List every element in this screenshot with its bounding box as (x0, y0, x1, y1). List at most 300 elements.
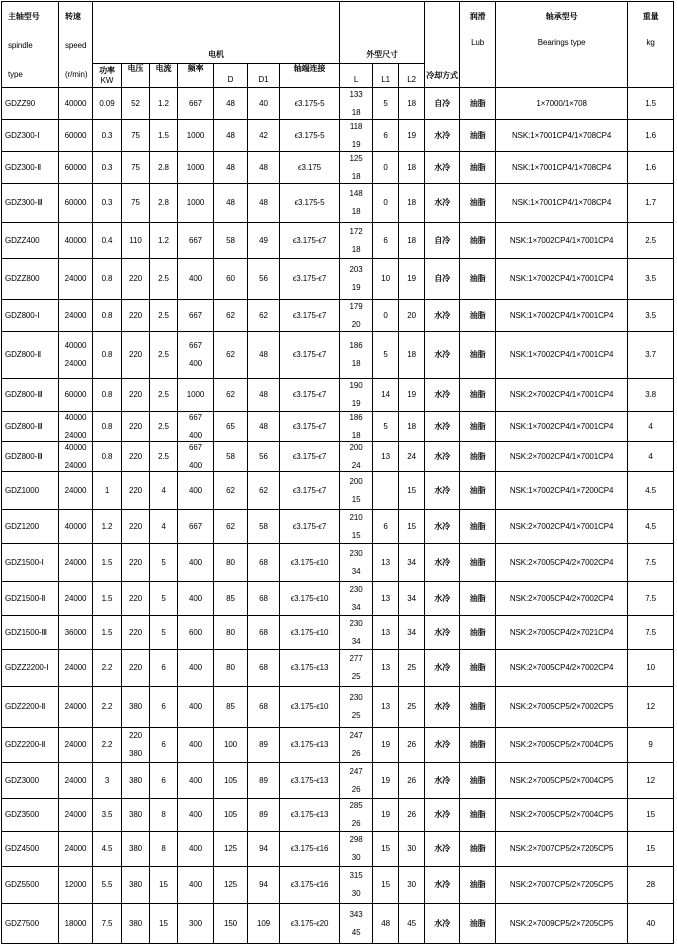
cell-cool: 水冷 (425, 832, 460, 867)
cell-bearing: NSK:1×7002CP4/1×7001CP4 (496, 223, 628, 259)
cell-model: GDZZ400 (2, 223, 59, 259)
cell-weight: 12 (628, 763, 674, 799)
table-row (2, 867, 674, 904)
cell-l-primary: 315 (349, 871, 363, 880)
cell-model: GDZ2200-Ⅱ (2, 687, 59, 728)
cell-weight: 28 (628, 867, 674, 904)
table-row (2, 88, 674, 120)
cell-l-secondary: 15 (351, 494, 361, 504)
cell-lub: 油脂 (460, 904, 496, 944)
cell-d: 125 (214, 832, 248, 867)
cell-speed: 24000 (59, 472, 93, 510)
header-bearings-en: Bearings type (537, 37, 586, 47)
cell-voltage: 220 (122, 332, 150, 379)
cell-l (340, 832, 373, 867)
cell-l2: 26 (399, 728, 425, 763)
cell-model: GDZ1000 (2, 472, 59, 510)
header-weight-en: kg (646, 37, 655, 47)
cell-collet: ϵ3.175-ϵ7 (280, 510, 340, 544)
cell-l2: 15 (399, 472, 425, 510)
cell-d: 58 (214, 223, 248, 259)
cell-d1: 109 (248, 904, 280, 944)
table-row (2, 259, 674, 300)
cell-weight: 4 (628, 412, 674, 442)
cell-lub: 油脂 (460, 763, 496, 799)
cell-speed: 24000 (59, 687, 93, 728)
cell-current: 2.5 (150, 379, 178, 412)
cell-voltage: 220 (122, 616, 150, 650)
cell-lub: 油脂 (460, 88, 496, 120)
cell-cool: 水冷 (425, 379, 460, 412)
table-row (2, 300, 674, 332)
cell-freq-secondary: 400 (188, 359, 203, 368)
cell-collet: ϵ3.175-ϵ16 (280, 832, 340, 867)
cell-l-primary: 186 (349, 341, 363, 350)
cell-current: 2.5 (150, 259, 178, 300)
cell-cool: 水冷 (425, 616, 460, 650)
cell-l-secondary: 18 (351, 359, 361, 368)
cell-lub: 油脂 (460, 544, 496, 582)
table-row (2, 223, 674, 259)
cell-l-secondary: 34 (351, 636, 361, 646)
cell-weight: 3.5 (628, 259, 674, 300)
cell-l-primary: 148 (349, 189, 363, 198)
cell-l1: 5 (373, 412, 399, 442)
cell-d1: 42 (248, 120, 280, 152)
cell-d1: 48 (248, 379, 280, 412)
cell-lub: 油脂 (460, 184, 496, 223)
cell-l-primary: 247 (349, 731, 363, 740)
cell-cool: 水冷 (425, 442, 460, 472)
header-speed-en2: (r/min) (65, 69, 88, 79)
cell-speed: 36000 (59, 616, 93, 650)
cell-l2: 30 (399, 867, 425, 904)
cell-weight: 40 (628, 904, 674, 944)
cell-collet: ϵ3.175-ϵ13 (280, 799, 340, 832)
cell-speed-primary: 40000 (64, 412, 87, 422)
cell-d1: 49 (248, 223, 280, 259)
cell-l-secondary: 19 (351, 399, 361, 408)
cell-d1: 68 (248, 582, 280, 616)
cell-freq: 400 (178, 544, 214, 582)
cell-l-primary: 200 (349, 442, 363, 452)
cell-lub: 油脂 (460, 472, 496, 510)
cell-weight: 9 (628, 728, 674, 763)
cell-weight: 7.5 (628, 616, 674, 650)
cell-model: GDZZ2200-Ⅰ (2, 650, 59, 687)
cell-freq: 1000 (178, 152, 214, 184)
cell-l2: 18 (399, 412, 425, 442)
cell-lub: 油脂 (460, 867, 496, 904)
cell-power: 1.5 (93, 582, 122, 616)
header-speed (59, 2, 93, 88)
header-weight (628, 2, 674, 88)
cell-speed-primary: 40000 (64, 341, 87, 350)
header-model-en1: spindle (8, 40, 33, 50)
cell-d1: 48 (248, 184, 280, 223)
cell-d1: 40 (248, 88, 280, 120)
cell-weight: 7.5 (628, 544, 674, 582)
cell-current: 6 (150, 650, 178, 687)
cell-l1: 13 (373, 687, 399, 728)
cell-l-secondary: 25 (351, 672, 361, 681)
cell-power: 0.8 (93, 442, 122, 472)
cell-freq: 300 (178, 904, 214, 944)
cell-l (340, 867, 373, 904)
cell-voltage: 52 (122, 88, 150, 120)
cell-cool: 水冷 (425, 650, 460, 687)
cell-d1: 56 (248, 442, 280, 472)
cell-l1: 13 (373, 544, 399, 582)
cell-l-secondary: 18 (351, 107, 361, 117)
cell-l1: 19 (373, 799, 399, 832)
cell-l (340, 904, 373, 944)
cell-speed (59, 412, 93, 442)
cell-cool: 水冷 (425, 152, 460, 184)
cell-cool: 水冷 (425, 687, 460, 728)
cell-d: 60 (214, 259, 248, 300)
header-voltage: 电压 (122, 64, 150, 88)
cell-d1: 48 (248, 332, 280, 379)
table-row (2, 472, 674, 510)
cell-weight: 1.6 (628, 120, 674, 152)
cell-l-primary: 172 (349, 226, 363, 236)
cell-l (340, 88, 373, 120)
cell-l-secondary: 19 (351, 139, 361, 149)
cell-l2: 30 (399, 832, 425, 867)
cell-l2: 25 (399, 687, 425, 728)
cell-speed: 40000 (59, 510, 93, 544)
header-d1: D1 (248, 64, 280, 88)
cell-collet: ϵ3.175-ϵ10 (280, 582, 340, 616)
cell-l-primary: 343 (349, 909, 363, 919)
cell-speed (59, 332, 93, 379)
cell-l2: 25 (399, 650, 425, 687)
header-lub (460, 2, 496, 88)
cell-weight: 1.6 (628, 152, 674, 184)
cell-l-secondary: 19 (351, 283, 361, 292)
cell-current: 2.8 (150, 184, 178, 223)
cell-d: 48 (214, 152, 248, 184)
cell-l (340, 412, 373, 442)
cell-lub: 油脂 (460, 616, 496, 650)
cell-current: 15 (150, 867, 178, 904)
cell-l2: 34 (399, 582, 425, 616)
header-power-unit: KW (100, 75, 114, 85)
cell-d1: 48 (248, 412, 280, 442)
cell-bearing: NSK:2×7007CP5/2×7205CP5 (496, 867, 628, 904)
cell-speed (59, 442, 93, 472)
cell-cool: 水冷 (425, 332, 460, 379)
cell-power: 1 (93, 472, 122, 510)
cell-weight: 2.5 (628, 223, 674, 259)
cell-l (340, 728, 373, 763)
cell-collet: ϵ3.175-5 (280, 120, 340, 152)
cell-voltage-secondary: 380 (128, 749, 143, 758)
cell-l2: 19 (399, 120, 425, 152)
cell-freq: 400 (178, 582, 214, 616)
header-power-cn: 功率 (99, 65, 115, 75)
cell-l-secondary: 26 (351, 784, 361, 794)
cell-l-secondary: 30 (351, 889, 361, 898)
cell-l-secondary: 18 (351, 430, 361, 440)
cell-l (340, 332, 373, 379)
cell-speed: 18000 (59, 904, 93, 944)
header-d: D (214, 64, 248, 88)
table-row (2, 728, 674, 763)
cell-collet: ϵ3.175-ϵ16 (280, 867, 340, 904)
cell-l-primary: 186 (349, 412, 363, 422)
cell-l-primary: 190 (349, 381, 363, 390)
cell-model: GDZ2200-Ⅱ (2, 728, 59, 763)
cell-speed: 24000 (59, 582, 93, 616)
cell-freq-secondary: 400 (188, 460, 203, 470)
table-row (2, 799, 674, 832)
cell-freq: 400 (178, 728, 214, 763)
cell-voltage: 380 (122, 867, 150, 904)
cell-voltage: 220 (122, 544, 150, 582)
cell-bearing: NSK:1×7002CP4/1×7001CP4 (496, 412, 628, 442)
cell-collet: ϵ3.175-ϵ13 (280, 650, 340, 687)
cell-speed: 60000 (59, 120, 93, 152)
cell-lub: 油脂 (460, 120, 496, 152)
cell-l (340, 472, 373, 510)
cell-bearing: NSK:2×7005CP5/2×7004CP5 (496, 799, 628, 832)
cell-weight: 4.5 (628, 510, 674, 544)
cell-speed: 24000 (59, 300, 93, 332)
spec-body (2, 88, 674, 944)
cell-freq-primary: 667 (188, 412, 203, 422)
cell-freq: 400 (178, 867, 214, 904)
cell-bearing: NSK:2×7002CP4/1×7001CP4 (496, 379, 628, 412)
cell-l-primary: 210 (349, 512, 363, 522)
cell-lub: 油脂 (460, 152, 496, 184)
cell-d: 48 (214, 120, 248, 152)
cell-power: 7.5 (93, 904, 122, 944)
cell-d: 105 (214, 763, 248, 799)
cell-current: 5 (150, 544, 178, 582)
cell-power: 3.5 (93, 799, 122, 832)
table-row (2, 832, 674, 867)
cell-power: 1.5 (93, 544, 122, 582)
cell-current: 6 (150, 687, 178, 728)
cell-l-secondary: 30 (351, 853, 361, 862)
cell-freq: 400 (178, 799, 214, 832)
cell-l1: 6 (373, 223, 399, 259)
cell-bearing: NSK:1×7002CP4/1×7001CP4 (496, 300, 628, 332)
cell-model: GDZ800-Ⅱ (2, 332, 59, 379)
cell-d: 80 (214, 616, 248, 650)
header-model (2, 2, 59, 88)
header-bearings-cn: 轴承型号 (545, 11, 578, 21)
cell-speed: 24000 (59, 728, 93, 763)
cell-l-primary: 230 (349, 618, 363, 628)
cell-weight: 15 (628, 832, 674, 867)
cell-freq-primary: 667 (188, 341, 203, 350)
cell-l-secondary: 18 (351, 207, 361, 216)
cell-l2: 19 (399, 379, 425, 412)
cell-l (340, 300, 373, 332)
cell-bearing: NSK:2×7009CP5/2×7205CP5 (496, 904, 628, 944)
cell-collet: ϵ3.175-ϵ10 (280, 616, 340, 650)
cell-current: 2.5 (150, 332, 178, 379)
cell-cool: 水冷 (425, 472, 460, 510)
cell-d: 58 (214, 442, 248, 472)
cell-cool: 水冷 (425, 412, 460, 442)
cell-l1: 5 (373, 88, 399, 120)
cell-l-primary: 179 (349, 301, 363, 311)
cell-l-primary: 230 (349, 584, 363, 594)
cell-current: 8 (150, 799, 178, 832)
cell-l2: 26 (399, 799, 425, 832)
cell-l2: 15 (399, 510, 425, 544)
cell-collet: ϵ3.175-ϵ7 (280, 223, 340, 259)
cell-collet: ϵ3.175 (280, 152, 340, 184)
cell-cool: 水冷 (425, 763, 460, 799)
cell-collet: ϵ3.175-ϵ7 (280, 259, 340, 300)
cell-cool: 水冷 (425, 544, 460, 582)
cell-l1: 0 (373, 152, 399, 184)
header-motor: 电机 (93, 2, 340, 64)
cell-power: 4.5 (93, 832, 122, 867)
cell-current: 8 (150, 832, 178, 867)
cell-d1: 48 (248, 152, 280, 184)
cell-freq: 400 (178, 472, 214, 510)
cell-weight: 1.5 (628, 88, 674, 120)
header-lub-cn: 润滑 (469, 11, 486, 21)
header-dims: 外型尺寸 (340, 2, 425, 64)
cell-d: 85 (214, 582, 248, 616)
cell-speed: 24000 (59, 259, 93, 300)
cell-cool: 自冷 (425, 223, 460, 259)
header-lub-en: Lub (471, 37, 485, 47)
cell-voltage: 220 (122, 510, 150, 544)
cell-d: 65 (214, 412, 248, 442)
header-collet: 轴端连接 (280, 64, 340, 88)
cell-model: GDZ1500-Ⅲ (2, 616, 59, 650)
header-cooling: 冷却方式 (425, 2, 460, 88)
cell-speed: 60000 (59, 379, 93, 412)
cell-speed-primary: 40000 (64, 442, 87, 452)
cell-bearing: NSK:2×7005CP4/2×7002CP4 (496, 544, 628, 582)
cell-current: 4 (150, 510, 178, 544)
cell-model: GDZ800-Ⅲ (2, 412, 59, 442)
cell-power: 2.2 (93, 728, 122, 763)
cell-l1: 0 (373, 184, 399, 223)
cell-l (340, 510, 373, 544)
cell-voltage: 220 (122, 259, 150, 300)
cell-lub: 油脂 (460, 223, 496, 259)
header-l1: L1 (373, 64, 399, 88)
cell-speed: 24000 (59, 650, 93, 687)
cell-current: 2.5 (150, 442, 178, 472)
cell-l-secondary: 34 (351, 602, 361, 612)
cell-power: 5.5 (93, 867, 122, 904)
cell-voltage: 220 (122, 650, 150, 687)
cell-freq-primary: 667 (188, 442, 203, 452)
cell-l-primary: 285 (349, 801, 363, 810)
cell-model: GDZ3500 (2, 799, 59, 832)
cell-d: 80 (214, 650, 248, 687)
cell-model: GDZ1500-Ⅱ (2, 582, 59, 616)
cell-model: GDZ800-Ⅲ (2, 379, 59, 412)
cell-power: 0.09 (93, 88, 122, 120)
cell-voltage: 220 (122, 442, 150, 472)
cell-lub: 油脂 (460, 259, 496, 300)
cell-d1: 68 (248, 544, 280, 582)
cell-d: 62 (214, 379, 248, 412)
cell-lub: 油脂 (460, 379, 496, 412)
table-row (2, 616, 674, 650)
table-row (2, 120, 674, 152)
cell-collet: ϵ3.175-ϵ13 (280, 728, 340, 763)
cell-l2: 34 (399, 544, 425, 582)
cell-voltage: 380 (122, 904, 150, 944)
cell-voltage: 220 (122, 472, 150, 510)
cell-freq: 400 (178, 832, 214, 867)
table-row (2, 332, 674, 379)
cell-speed: 60000 (59, 152, 93, 184)
header-power (93, 64, 122, 88)
cell-power: 0.3 (93, 120, 122, 152)
cell-lub: 油脂 (460, 799, 496, 832)
cell-d: 150 (214, 904, 248, 944)
cell-model: GDZ800-Ⅲ (2, 442, 59, 472)
cell-l2: 18 (399, 223, 425, 259)
cell-lub: 油脂 (460, 687, 496, 728)
cell-model: GDZ3000 (2, 763, 59, 799)
cell-d: 48 (214, 184, 248, 223)
cell-d: 48 (214, 88, 248, 120)
cell-current: 6 (150, 728, 178, 763)
cell-l1: 13 (373, 582, 399, 616)
table-row (2, 442, 674, 472)
cell-model: GDZ4500 (2, 832, 59, 867)
cell-d1: 89 (248, 763, 280, 799)
header-frequency: 频率 (178, 64, 214, 88)
cell-power: 0.8 (93, 332, 122, 379)
cell-freq: 667 (178, 300, 214, 332)
cell-cool: 水冷 (425, 904, 460, 944)
cell-model: GDZ800-Ⅰ (2, 300, 59, 332)
table-row (2, 152, 674, 184)
cell-d: 125 (214, 867, 248, 904)
cell-d: 62 (214, 472, 248, 510)
cell-current: 1.2 (150, 223, 178, 259)
cell-l1: 15 (373, 832, 399, 867)
cell-power: 1.5 (93, 616, 122, 650)
cell-model: GDZ300-Ⅱ (2, 152, 59, 184)
cell-l-secondary: 18 (351, 244, 361, 254)
cell-power: 0.8 (93, 412, 122, 442)
cell-power: 2.2 (93, 687, 122, 728)
cell-collet: ϵ3.175-ϵ7 (280, 412, 340, 442)
table-row (2, 412, 674, 442)
cell-l-secondary: 34 (351, 566, 361, 576)
cell-freq: 400 (178, 763, 214, 799)
cell-weight: 1.7 (628, 184, 674, 223)
table-row (2, 763, 674, 799)
cell-l-secondary: 25 (351, 711, 361, 720)
cell-l2: 18 (399, 332, 425, 379)
cell-weight: 3.7 (628, 332, 674, 379)
cell-cool: 水冷 (425, 867, 460, 904)
cell-d: 100 (214, 728, 248, 763)
cell-bearing: NSK:1×7001CP4/1×708CP4 (496, 184, 628, 223)
cell-bearing: NSK:1×7001CP4/1×708CP4 (496, 152, 628, 184)
cell-collet: ϵ3.175-ϵ7 (280, 472, 340, 510)
cell-l2: 26 (399, 763, 425, 799)
